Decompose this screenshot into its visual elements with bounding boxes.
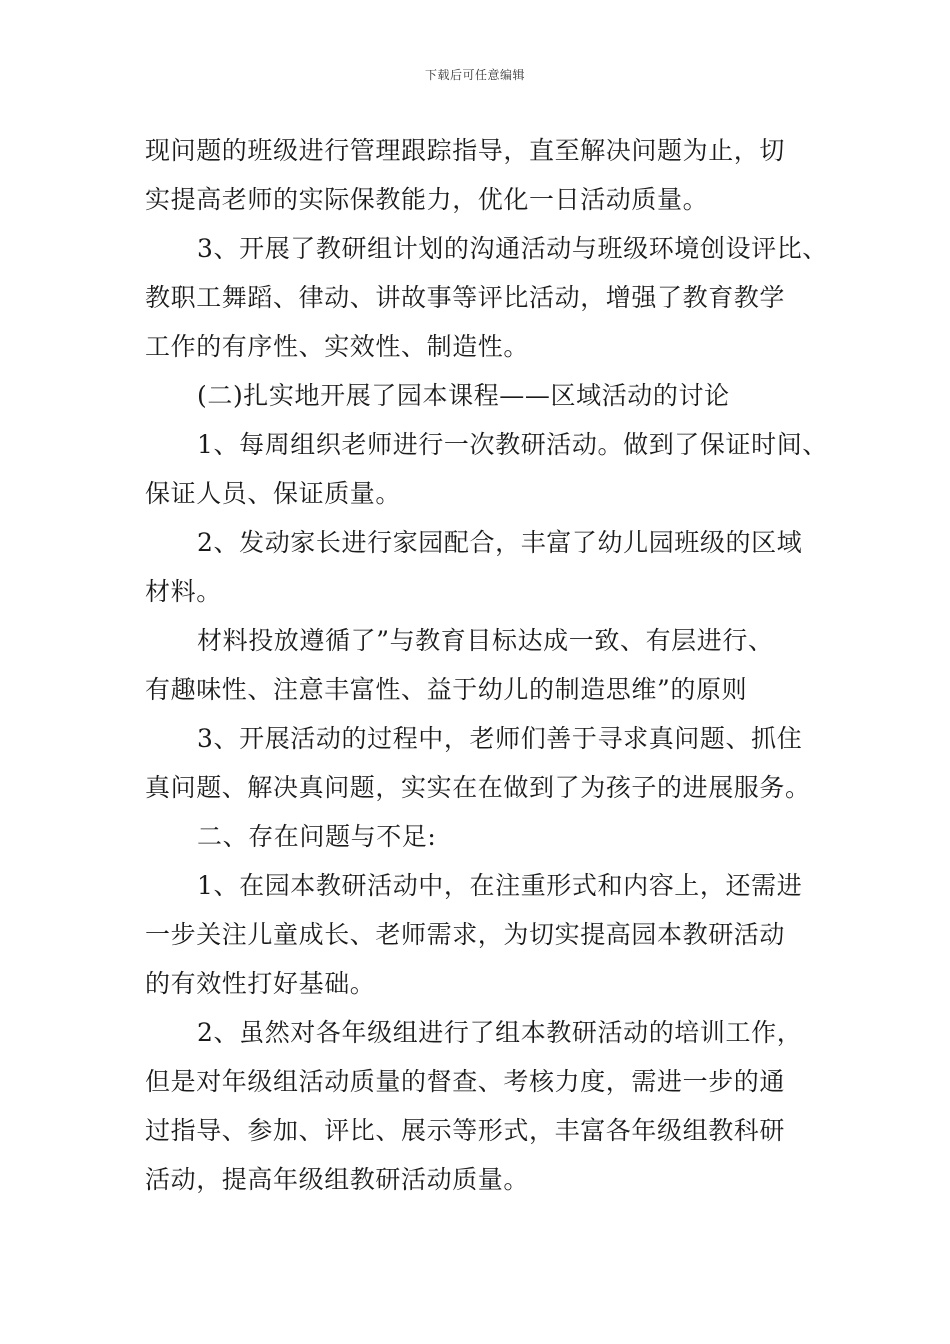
text-line: 有趣味性、注意丰富性、益于幼儿的制造思维”的原则 xyxy=(145,675,748,704)
text-line: 保证人员、保证质量。 xyxy=(145,479,402,508)
text-line: 工作的有序性、实效性、制造性。 xyxy=(145,332,530,361)
text-line: 3、开展了教研组计划的沟通活动与班级环境创设评比、 xyxy=(197,234,828,263)
text-line: 的有效性打好基础。 xyxy=(145,969,376,998)
document-body xyxy=(145,126,828,1204)
text-line: 一步关注儿童成长、老师需求，为切实提高园本教研活动 xyxy=(145,920,786,949)
text-line: 真问题、解决真问题，实实在在做到了为孩子的进展服务。 xyxy=(145,773,811,802)
text-line: 活动，提高年级组教研活动质量。 xyxy=(145,1165,530,1194)
text-line: 现问题的班级进行管理跟踪指导，直至解决问题为止，切 xyxy=(145,136,786,165)
text-line: 但是对年级组活动质量的督查、考核力度，需进一步的通 xyxy=(145,1067,786,1096)
text-line: 材料投放遵循了”与教育目标达成一致、有层进行、 xyxy=(197,626,774,655)
text-line: 3、开展活动的过程中，老师们善于寻求真问题、抓住 xyxy=(197,724,803,753)
section-heading: 二、存在问题与不足: xyxy=(197,822,437,851)
text-line: 2、虽然对各年级组进行了组本教研活动的培训工作， xyxy=(197,1018,803,1047)
page-header-note: 下载后可任意编辑 xyxy=(424,68,525,82)
text-line: 教职工舞蹈、律动、讲故事等评比活动，增强了教育教学 xyxy=(145,283,786,312)
text-line: 2、发动家长进行家园配合，丰富了幼儿园班级的区域 xyxy=(197,528,803,557)
text-line: 1、每周组织老师进行一次教研活动。做到了保证时间、 xyxy=(197,430,828,459)
text-line: 1、在园本教研活动中，在注重形式和内容上，还需进 xyxy=(197,871,803,900)
text-line: 过指导、参加、评比、展示等形式，丰富各年级组教科研 xyxy=(145,1116,786,1145)
section-heading: (二)扎实地开展了园本课程——区域活动的讨论 xyxy=(197,381,730,410)
text-line: 材料。 xyxy=(145,577,222,606)
text-line: 实提高老师的实际保教能力，优化一日活动质量。 xyxy=(145,185,709,214)
